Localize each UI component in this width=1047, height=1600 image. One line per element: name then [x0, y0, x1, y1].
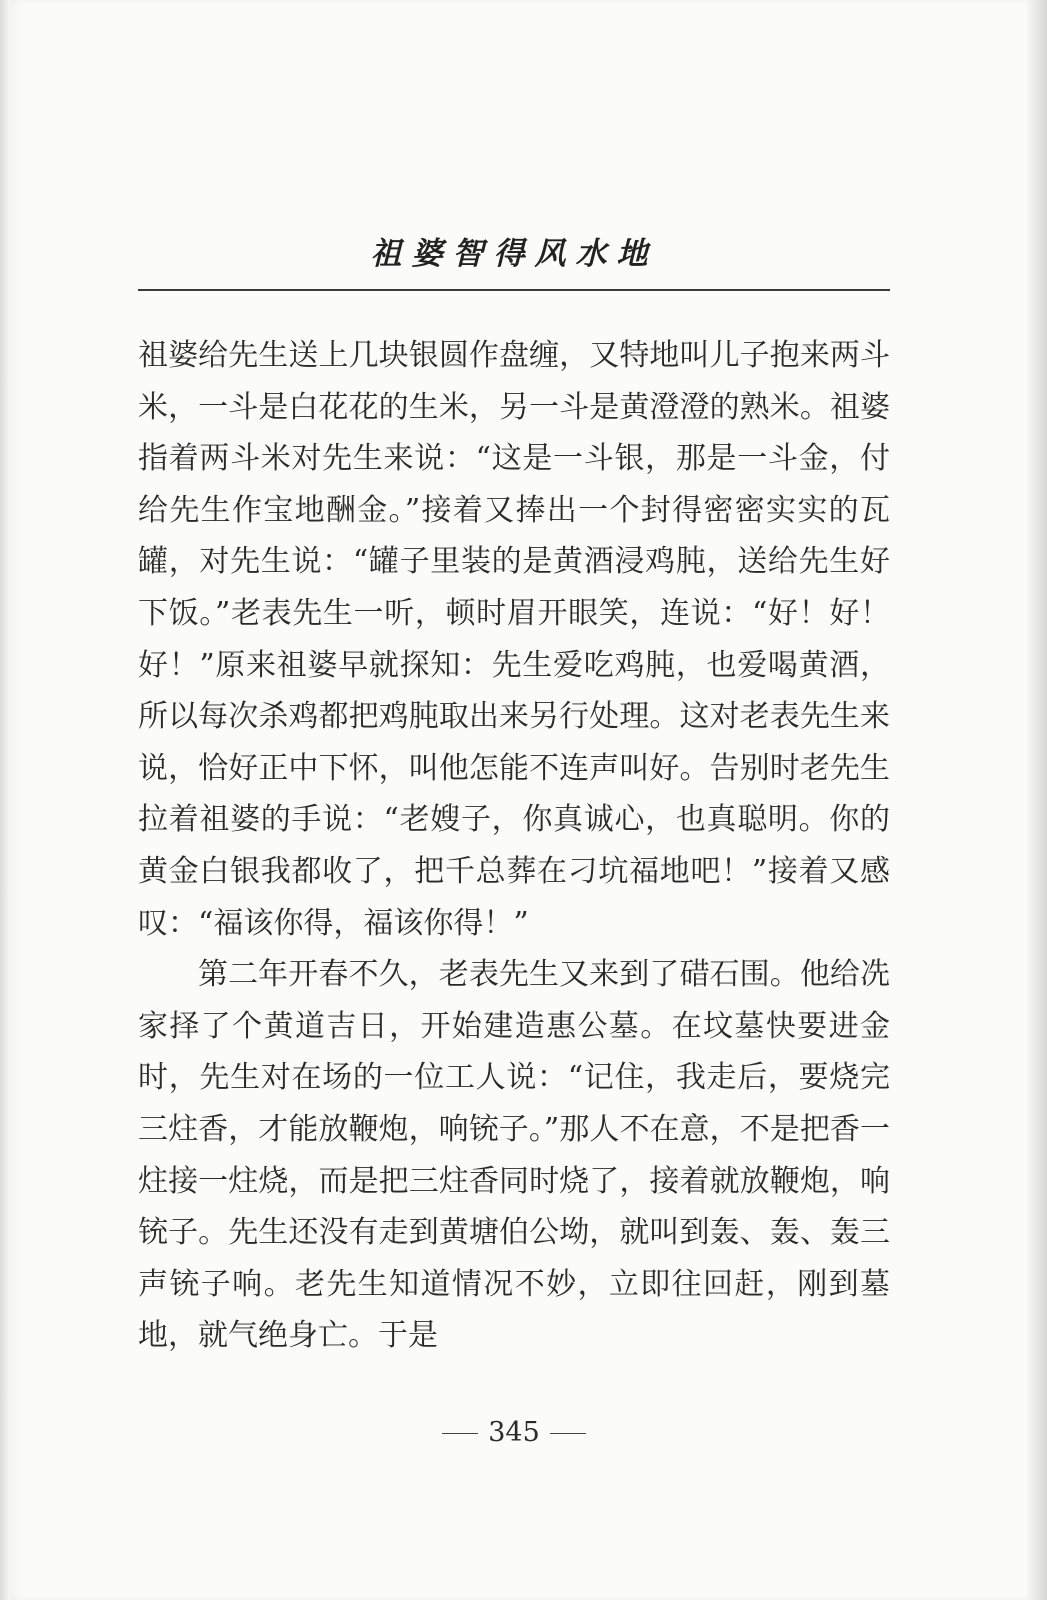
paragraph-2: 第二年开春不久，老表先生又来到了碏石围。他给冼家择了个黄道吉日，开始建造惠公墓。在坟墓快要进金时，先生对在场的一位工人说：“记住，我走后，要烧完三炷香，才能放鞭炮，响铳子。”那人不在意，不是把香一炷接一炷烧，而是把三炷香同时烧了，接着就放鞭炮，响铳子。先生还没有走到黄塘伯公坳，就叫到轰、轰、轰三声铳子响。老先生知道情况不妙，立即往回赶，刚到墓地，就气绝身亡。于是	[138, 957, 890, 1354]
page-right-edge-shadow	[1027, 0, 1047, 1600]
folio-dash-right	[550, 1433, 586, 1434]
running-title: 祖婆智得风水地	[370, 236, 658, 272]
body-text	[138, 330, 890, 1362]
folio-dash-left	[442, 1433, 478, 1434]
page-left-edge-shadow	[0, 0, 10, 1600]
page-number: 345	[488, 1417, 540, 1448]
page-footer	[138, 1417, 890, 1448]
paragraph-1: 祖婆给先生送上几块银圆作盘缠，又特地叫儿子抱来两斗米，一斗是白花花的生米，另一斗是黄澄澄的熟米。祖婆指着两斗米对先生来说：“这是一斗银，那是一斗金，付给先生作宝地酬金。”接着又捧出一个封得密密实实的瓦罐，对先生说：“罐子里装的是黄酒浸鸡肫，送给先生好下饭。”老表先生一听，顿时眉开眼笑，连说：“好！好！好！”原来祖婆早就探知：先生爱吃鸡肫，也爱喝黄酒，所以每次杀鸡都把鸡肫取出来另行处理。这对老表先生来说，恰好正中下怀，叫他怎能不连声叫好。告别时老先生拉着祖婆的手说：“老嫂子，你真诚心，也真聪明。你的黄金白银我都收了，把千总葬在刁坑福地吧！”接着又感叹：“福该你得，福该你得！”	[138, 338, 890, 941]
header-rule	[138, 289, 890, 291]
